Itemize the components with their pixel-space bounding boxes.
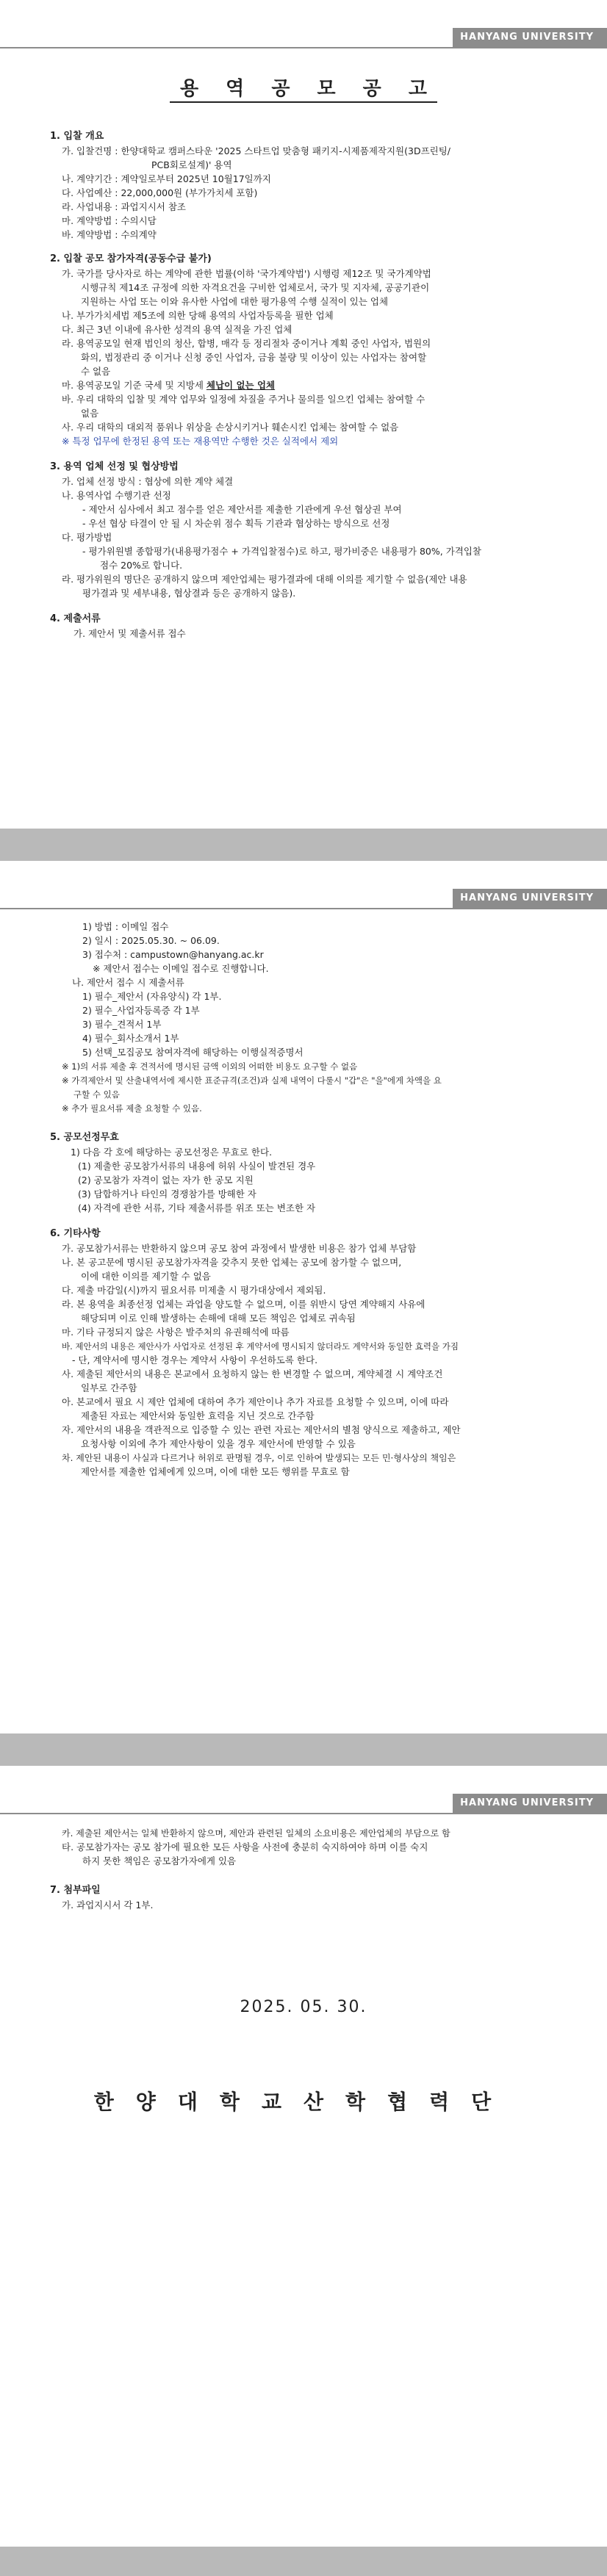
list-item: 라. 본 용역을 최종선정 업체는 과업을 양도할 수 없으며, 이를 위반시 당연 계약해지 사유에 <box>62 1299 425 1310</box>
section-3-heading: 3. 용역 업체 선정 및 협상방법 <box>50 461 179 472</box>
section-2-heading: 2. 입찰 공모 참가자격(공동수급 불가) <box>50 253 212 264</box>
list-item: 타. 공모참가자는 공모 참가에 필요한 모든 사항을 사전에 충분히 숙지하여야 하며 이를 숙지 <box>62 1841 428 1852</box>
list-item: 가. 공모참가서류는 반환하지 않으며 공모 참여 과정에서 발생한 비용은 참가 업체 부담함 <box>62 1243 417 1254</box>
list-item: - 제안서 심사에서 최고 점수를 얻은 제안서를 제출한 기관에게 우선 협상권 부여 <box>82 504 402 515</box>
list-item: (1) 제출한 공모참가서류의 내용에 허위 사실이 발견된 경우 <box>78 1161 316 1172</box>
list-item: 요청사항 이외에 추가 제안사항이 있을 경우 제안서에 반영할 수 있음 <box>81 1438 356 1449</box>
list-item: 2) 일시 : 2025.05.30. ~ 06.09. <box>82 935 220 946</box>
list-item: 카. 제출된 제안서는 일체 반환하지 않으며, 제안과 관련된 일체의 소요비용은 제안업체의 부담으로 함 <box>62 1828 450 1839</box>
organization-name: 한양대학교산학협력단 <box>93 2090 514 2114</box>
list-item: 가. 업체 선정 방식 : 협상에 의한 계약 체결 <box>62 476 234 487</box>
list-item: 사. 우리 대학의 대외적 품위나 위상을 손상시키거나 훼손시킨 업체는 참여할 수 없음 <box>62 422 399 433</box>
list-item: 화의, 법정관리 중 이거나 신청 중인 사업자, 금융 불량 및 이상이 있는 사업자는 참여할 <box>81 352 427 363</box>
list-item: 가. 과업지시서 각 1부. <box>62 1899 154 1911</box>
note-text: ※ 특정 업무에 한정된 용역 또는 재용역만 수행한 것은 실적에서 제외 <box>62 436 339 447</box>
page-1 <box>0 0 607 829</box>
list-item: 다. 제출 마감일(시)까지 필요서류 미제출 시 평가대상에서 제외됨. <box>62 1285 326 1296</box>
list-item: 바. 우리 대학의 입찰 및 계약 업무와 일정에 차질을 주거나 물의를 일으킨 업체는 참여할 수 <box>62 394 425 405</box>
list-item: 평가결과 및 세부내용, 협상결과 등은 공개하지 않음). <box>82 588 296 599</box>
list-item: 다. 최근 3년 이내에 유사한 성격의 용역 실적을 가진 업체 <box>62 324 292 335</box>
list-item: 3) 접수처 : campustown@hanyang.ac.kr <box>82 949 264 960</box>
list-item: 바. 제안서의 내용은 제안사가 사업자로 선정된 후 계약서에 명시되지 않더라도 계약서와 동일한 효력을 가짐 <box>62 1341 459 1352</box>
section-7-heading: 7. 첨부파일 <box>50 1885 101 1896</box>
list-item: 하지 못한 책임은 공모참가자에게 있음 <box>82 1855 237 1866</box>
page-2 <box>0 861 607 1733</box>
list-item: 이에 대한 이의를 제기할 수 없음 <box>81 1271 211 1282</box>
list-item: 없음 <box>81 408 99 419</box>
list-item: 아. 본교에서 필요 시 제안 업체에 대하여 추가 제안이나 추가 자료를 요청할 수 있으며, 이에 따라 <box>62 1396 449 1407</box>
header-rule <box>0 908 607 909</box>
list-item: 사. 제출된 제안서의 내용은 본교에서 요청하지 않는 한 변경할 수 없으며, 계약체결 시 계약조건 <box>62 1368 443 1379</box>
header-rule <box>0 47 607 48</box>
note-text: ※ 1)의 서류 제출 후 견적서에 명시된 금액 이외의 어떠한 비용도 요구할 수 없음 <box>62 1061 358 1072</box>
note-text: ※ 추가 필요서류 제출 요청할 수 있음. <box>62 1103 202 1114</box>
list-item: 수 없음 <box>81 366 111 377</box>
note-text: 구할 수 있음 <box>73 1089 120 1100</box>
page-gap <box>0 829 607 861</box>
list-item: 1) 방법 : 이메일 접수 <box>82 921 169 932</box>
list-item <box>62 380 275 392</box>
list-item: 3) 필수_견적서 1부 <box>82 1019 162 1030</box>
list-item: 나. 계약기간 : 계약일로부터 2025년 10월17일까지 <box>62 173 271 184</box>
list-item: 라. 용역공모일 현재 법인의 청산, 합병, 매각 등 정리절차 중이거나 계획 중인 사업자, 법원의 <box>62 338 431 349</box>
list-item: 5) 선택_모집공모 참여자격에 해당하는 이행실적증명서 <box>82 1047 304 1058</box>
page-gap <box>0 2547 607 2576</box>
list-item: (2) 공모참가 자격이 없는 자가 한 공모 지원 <box>78 1175 254 1186</box>
list-item: PCB회로설계)' 용역 <box>151 159 232 170</box>
list-item: 라. 사업내용 : 과업지시서 참조 <box>62 201 186 212</box>
document-title <box>0 73 607 101</box>
section-4-heading: 4. 제출서류 <box>50 613 101 624</box>
list-item: 가. 입찰건명 : 한양대학교 캠퍼스타운 '2025 스타트업 맞춤형 패키지-시제품제작지원(3D프린팅/ <box>62 145 451 156</box>
list-item: 라. 평가위원의 명단은 공개하지 않으며 제안업체는 평가결과에 대해 이의를 제기할 수 없음(제안 내용 <box>62 574 467 585</box>
list-item: 1) 다음 각 호에 해당하는 공모선정은 무효로 한다. <box>71 1147 273 1158</box>
list-item: 지원하는 사업 또는 이와 유사한 사업에 대한 평가용역 수행 실적이 있는 업체 <box>81 296 389 307</box>
list-item: 일부로 간주함 <box>81 1382 137 1393</box>
section-6-heading: 6. 기타사항 <box>50 1228 101 1239</box>
university-header: HANYANG UNIVERSITY <box>453 889 607 908</box>
list-item: 마. 기타 규정되지 않은 사항은 발주처의 유권해석에 따름 <box>62 1327 290 1338</box>
list-item: 나. 본 공고문에 명시된 공모참가자격을 갖추지 못한 업체는 공모에 참가할 수 없으며, <box>62 1257 402 1268</box>
list-item: 제출된 자료는 제안서와 동일한 효력을 지닌 것으로 간주함 <box>81 1410 315 1421</box>
list-item: 해당되며 이로 인해 발생하는 손해에 대해 모든 책임은 업체로 귀속됨 <box>81 1313 356 1324</box>
list-item: - 단, 계약서에 명시한 경우는 계약서 사항이 우선하도록 한다. <box>72 1354 318 1365</box>
list-item: 나. 부가가치세법 제5조에 의한 당해 용역의 사업자등록을 필한 업체 <box>62 310 334 321</box>
list-item: 나. 용역사업 수행기관 선정 <box>62 490 171 501</box>
announcement-date: 2025. 05. 30. <box>240 1998 367 2016</box>
list-item: 가. 제안서 및 제출서류 접수 <box>73 628 186 639</box>
list-item: 1) 필수_제안서 (자유양식) 각 1부. <box>82 991 222 1002</box>
list-item: 차. 제안된 내용이 사실과 다르거나 허위로 판명될 경우, 이로 인하여 발생되는 모든 민·형사상의 책임은 <box>62 1453 456 1463</box>
list-item: 2) 필수_사업자등록증 각 1부 <box>82 1005 200 1016</box>
list-item: (3) 담합하거나 타인의 경쟁참가를 방해한 자 <box>78 1188 256 1199</box>
university-header: HANYANG UNIVERSITY <box>453 1794 607 1813</box>
list-item: - 우선 협상 타결이 안 될 시 차순위 점수 획득 기관과 협상하는 방식으로 선정 <box>82 518 390 529</box>
list-item: 4) 필수_회사소개서 1부 <box>82 1033 179 1044</box>
list-item: 다. 사업예산 : 22,000,000원 (부가가치세 포함) <box>62 187 258 198</box>
list-item: 마. 계약방법 : 수의시담 <box>62 215 157 226</box>
section-1-heading: 1. 입찰 개요 <box>50 131 104 142</box>
list-item: - 평가위원별 종합평가(내용평가점수 + 가격입찰점수)로 하고, 평가비중은 내용평가 80%, 가격입찰 <box>82 546 482 557</box>
page-gap <box>0 1733 607 1766</box>
list-item: 바. 계약방법 : 수의계약 <box>62 229 157 240</box>
section-5-heading: 5. 공모선정무효 <box>50 1132 119 1143</box>
list-item: 나. 제안서 접수 시 제출서류 <box>72 977 184 988</box>
list-item-text: 마. 용역공모일 기준 국세 및 지방세 <box>62 380 204 391</box>
emphasis-text: 체납이 없는 업체 <box>206 380 276 391</box>
list-item: 제안서를 제출한 업체에게 있으며, 이에 대한 모든 행위를 무효로 함 <box>81 1466 350 1477</box>
list-item: 가. 국가를 당사자로 하는 계약에 관한 법률(이하 '국가계약법') 시행령 제12조 및 국가계약법 <box>62 268 431 279</box>
header-rule <box>0 1813 607 1814</box>
list-item: 점수 20%로 합니다. <box>100 560 183 571</box>
list-item: (4) 자격에 관한 서류, 기타 제출서류를 위조 또는 변조한 자 <box>78 1202 316 1213</box>
list-item: 자. 제안서의 내용을 객관적으로 입증할 수 있는 관련 자료는 제안서의 별첨 양식으로 제출하고, 제안 <box>62 1424 461 1435</box>
page-3 <box>0 1766 607 2547</box>
note-text: ※ 제안서 접수는 이메일 접수로 진행합니다. <box>93 963 269 974</box>
list-item: 시행규칙 제14조 규정에 의한 자격요건을 구비한 업체로서, 국가 및 지자체, 공공기관이 <box>81 282 430 293</box>
note-text: ※ 가격제안서 및 산출내역서에 제시한 표준규격(조건)과 실제 내역이 다룰시 "갑"은 "을"에게 차액을 요 <box>62 1075 442 1086</box>
list-item: 다. 평가방법 <box>62 532 112 543</box>
university-header: HANYANG UNIVERSITY <box>453 28 607 47</box>
document-title-text: 용 역 공 모 공 고 <box>170 78 437 103</box>
